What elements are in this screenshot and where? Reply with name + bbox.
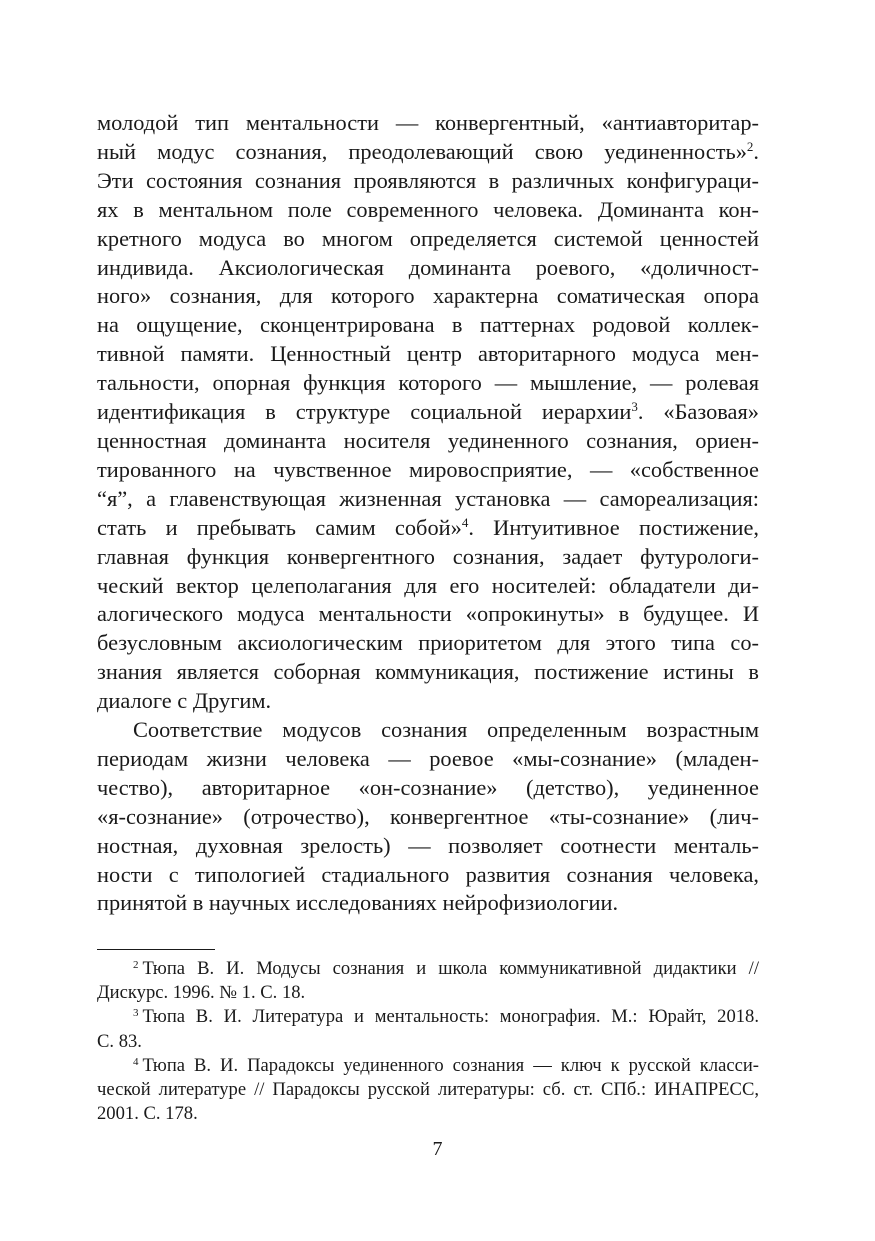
text-line: тированного на чувственное мировосприятие, — «собственное [97,456,759,482]
text-line: диалоге с Другим. [97,688,272,714]
main-text [97,109,759,918]
footnote [97,957,759,1005]
text-line: на ощущение, сконцентрирована в паттернах родовой коллек- [97,312,759,338]
text-line: ценностная доминанта носителя уединенного сознания, ориен- [97,427,759,453]
footnote-line: $^2$ Тюпа В. И. Модусы сознания и школа коммуникативной дидактики // [133,958,759,979]
text-line: периодам жизни человека — роевое «мы-сознание» (младен- [97,745,759,771]
text-line: безусловным аксиологическим приоритетом для этого типа со- [97,630,759,656]
text-line: ностная, духовная зрелость) — позволяет соотнести менталь- [97,832,759,858]
text-line: тивной памяти. Ценностный центр авторитарного модуса мен- [97,341,759,367]
footnote-ref[interactable]: 4 [461,514,469,530]
footnote-line: С. 83. [97,1030,142,1052]
text-line: Эти состояния сознания проявляются в различных конфигураци- [97,167,759,193]
footnote [97,1005,759,1053]
text-line: «я-сознание» (отрочество), конвергентное «ты-сознание» (лич- [97,803,759,829]
footnote-line: Дискурс. 1996. № 1. С. 18. [97,982,306,1004]
footnotes [97,957,759,1126]
footnote-line: $^3$ Тюпа В. И. Литература и ментальность: монография. М.: Юрайт, 2018. [133,1006,759,1028]
text-line: Соответствие модусов сознания определенным возрастным [133,717,759,743]
text-line: молодой тип ментальности — конвергентный, «антиавторитар- [97,110,759,135]
footnote-ref[interactable]: 2 [746,138,754,154]
footnote-number: 3 [133,1007,139,1020]
text-line: кретного модуса во многом определяется системой ценностей [97,225,759,251]
text-line: алогического модуса ментальности «опрокинуты» в будущее. И [97,601,759,627]
text-line: тальности, опорная функция которого — мышление, — ролевая [97,370,759,396]
text-line: ческий вектор целеполагания для его носителей: обладатели ди- [97,572,759,598]
text-line: идентификация в структуре социальной иерархии$^3$. «Базовая» [97,399,759,425]
footnote-line: $^4$ Тюпа В. И. Парадоксы уединенного сознания — ключ к русской класси- [133,1054,759,1076]
text-line: “я”, а главенствующая жизненная установка — самореализация: [97,485,759,511]
footnote-number: 4 [133,1055,139,1068]
text-line: ного» сознания, для которого характерна соматическая опора [97,283,759,309]
footnote-separator [97,949,215,950]
footnote-line: ческой литературе // Парадоксы русской литературы: сб. ст. СПб.: ИНАПРЕСС, [97,1079,759,1101]
footnote-number: 2 [133,959,139,971]
page-number: 7 [432,1138,443,1160]
text-line: индивида. Аксиологическая доминанта роевого, «доличност- [97,254,759,280]
footnote [97,1054,759,1127]
text-line: стать и пребывать самим собой»$^4$. Интуитивное постижение, [97,514,759,540]
text-line: ях в ментальном поле современного человека. Доминанта кон- [97,196,759,222]
text-line: знания является соборная коммуникация, постижение истины в [97,659,759,685]
text-line: главная функция конвергентного сознания, задает футурологи- [97,543,759,569]
footnote-line: 2001. С. 178. [97,1103,198,1125]
text-line: чество), авторитарное «он-сознание» (детство), уединенное [97,774,759,800]
text-line: ный модус сознания, преодолевающий свою уединенность»$^2$. [97,138,759,164]
text-line: ности с типологией стадиального развития сознания человека, [97,861,759,887]
footnote-ref[interactable]: 3 [631,399,638,415]
text-line: принятой в научных исследованиях нейрофизиологии. [97,890,619,916]
